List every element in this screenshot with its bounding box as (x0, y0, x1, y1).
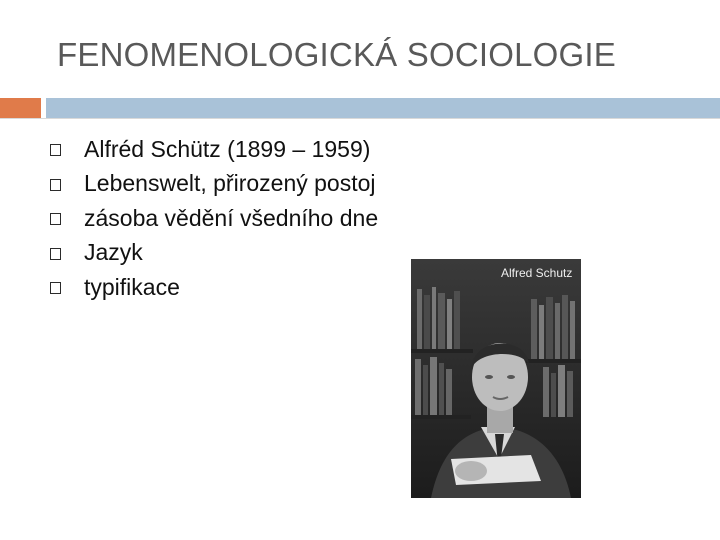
square-bullet-icon (50, 144, 61, 156)
bullet-item (50, 132, 378, 167)
bullet-text: typifikace (84, 273, 180, 300)
portrait-illustration (411, 259, 581, 498)
portrait-photo (411, 259, 581, 498)
title-rule-bar (46, 98, 720, 118)
bullet-item (50, 167, 378, 202)
bullet-item (50, 201, 378, 236)
square-bullet-icon (50, 213, 61, 225)
bullet-list (50, 132, 378, 305)
bullet-item (50, 236, 378, 271)
square-bullet-icon (50, 179, 61, 191)
photo-caption: Alfred Schutz (501, 266, 573, 280)
bullet-text: Jazyk (84, 239, 143, 266)
bullet-text: zásoba vědění všedního dne (84, 204, 379, 231)
square-bullet-icon (50, 282, 61, 294)
title-rule-line (0, 118, 720, 119)
title-rule-accent (0, 98, 41, 118)
bullet-item (50, 270, 378, 305)
bullet-text: Lebenswelt, přirozený postoj (84, 170, 376, 197)
bullet-text: Alfréd Schütz (1899 – 1959) (84, 135, 371, 162)
slide-title: FENOMENOLOGICKÁ SOCIOLOGIE (57, 36, 616, 73)
square-bullet-icon (50, 248, 61, 260)
